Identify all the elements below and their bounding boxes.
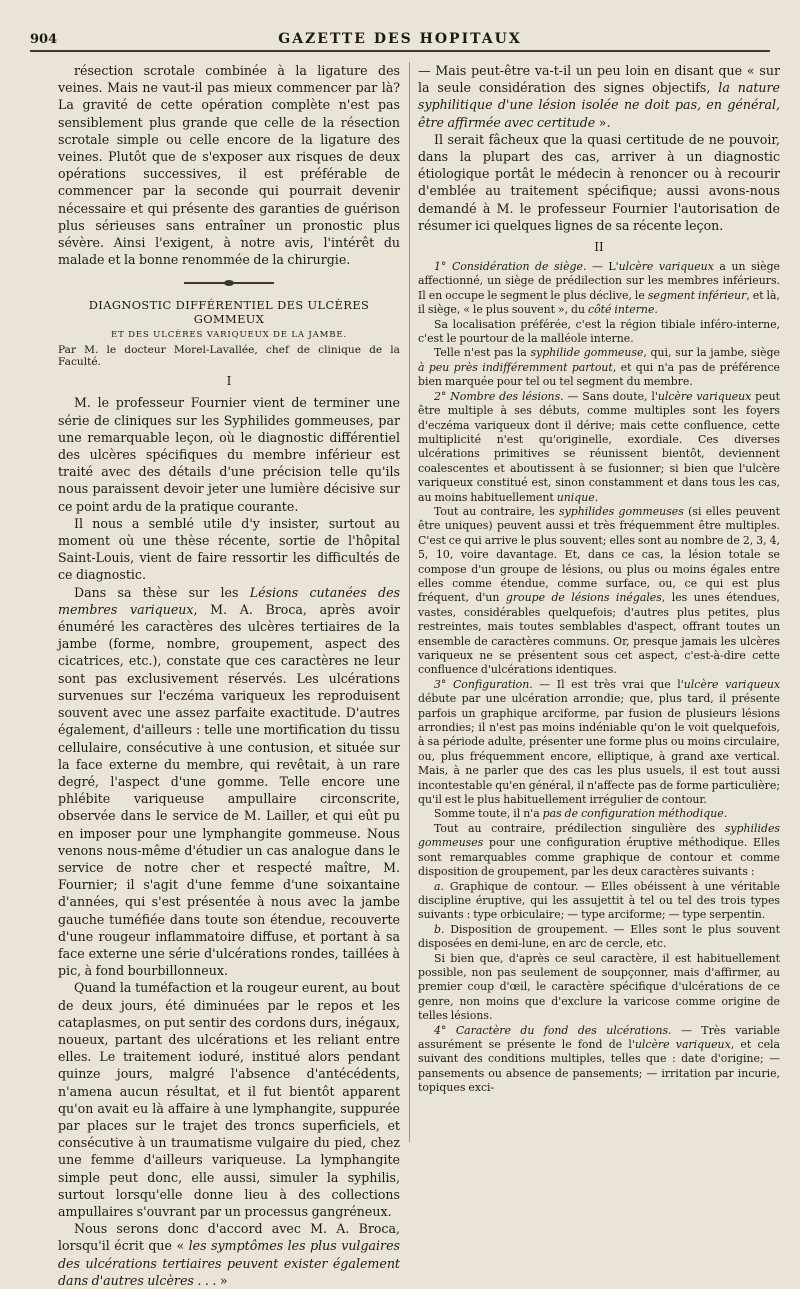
paragraph: 2° Nombre des lésions. — Sans doute, l'ulcère variqueux peut être multiple à ses débuts, comme multiples sont les foyers d'eczéma variqueux dont il dérive; mais cette confluence, cette multiplicité n'est qu'originelle, exordiale. Ces diverses ulcérations primitives se réunissent bientôt, deviennent coalescentes et aboutissent à se fusionner; si bien que l'ulcère variqueux constitué est, sinon constamment et dans tous les cas, au moins habituellement unique. bbox=[418, 389, 780, 504]
left-column bbox=[58, 62, 400, 1288]
paragraph: Sa localisation préférée, c'est la région tibiale inféro-interne, c'est le pourtour de la malléole interne. bbox=[418, 317, 780, 346]
paragraph: Dans sa thèse sur les Lésions cutanées des membres variqueux, M. A. Broca, après avoir énuméré les caractères des ulcères tertiaires de la jambe (forme, nombre, groupement, aspect des cicatrices, etc.), constate que ces caractères ne leur sont pas exclusivement réservés. Les ulcérations survenues sur l'eczéma variqueux les reproduisent souvent avec une assez parfaite exactitude. D'autres également, d'ailleurs : telle une mortification du tissu cellulaire, consécutive à une contusion, et située sur la face externe du membre, qui revêtait, à un rare degré, l'aspect d'une gomme. Telle encore une phlébite variqueuse ampullaire circonscrite, observée dans le service de M. Lailler, et qui eût pu en imposer pour une lymphangite gommeuse. Nous venons nous-même d'étudier un cas analogue dans le service de notre cher et respecté maître, M. Fournier; il s'agit d'une femme d'une soixantaine d'années, qui s'est présentée à nous avec la jambe gauche tuméfiée dans toute son étendue, recouverte d'une rougeur inflammatoire diffuse, et portant à sa face externe une série d'ulcérations rondes, taillées à pic, à fond bourbillonneux. bbox=[58, 584, 400, 979]
paragraph: Tout au contraire, les syphilides gommeuses (si elles peuvent être uniques) peuvent aussi et très fréquemment être multiples. C'est ce qui arrive le plus souvent; elles sont au nombre de 2, 3, 4, 5, 10, voire davantage. Et, dans ce cas, la lésion totale se compose d'un groupe de lésions, ou plus ou moins égales entre elles comme étendue, comme surface, ou, ce qui est plus fréquent, d'un groupe de lésions inégales, les unes étendues, vastes, considérables quelquefois; d'autres plus petites, plus restreintes, mais toutes semblables d'aspect, offrant toutes un ensemble de caractères communs. Or, presque jamais les ulcères variqueux ne se présentent sous cet aspect, c'est-à-dire cette confluence d'ulcérations identiques. bbox=[418, 504, 780, 677]
paragraph: Quand la tuméfaction et la rougeur eurent, au bout de deux jours, été diminuées par le repos et les cataplasmes, on put sentir des cordons durs, inégaux, noueux, partant des ulcérations et les reliant entre elles. Le traitement ioduré, institué alors pendant quinze jours, malgré l'absence d'antécédents, n'amena aucun résultat, et il fut bientôt apparent qu'on avait eu là affaire à une lymphangite, suppurée par places sur le trajet des troncs superficiels, et consécutive à un traumatisme vulgaire du pied, chez une femme d'ailleurs variqueuse. La lymphangite simple peut donc, elle aussi, simuler la syphilis, surtout lorsqu'elle donne lieu à des collections ampullaires s'ouvrant par un processus gangréneux. bbox=[58, 980, 400, 1219]
page-number: 904 bbox=[30, 32, 58, 47]
section-number: II bbox=[594, 240, 604, 255]
page-header bbox=[30, 24, 770, 52]
paragraph: Il nous a semblé utile d'y insister, surtout au moment où une thèse récente, sortie de l'hôpital Saint-Louis, vient de faire ressortir les difficultés de ce diagnostic. bbox=[58, 515, 400, 583]
paragraph: Somme toute, il n'a pas de configuration méthodique. bbox=[434, 807, 728, 821]
paragraph: 1° Considération de siège. — L'ulcère variqueux a un siège affectionné, un siège de prédilection sur les membres inférieurs. Il en occupe le segment le plus déclive, le segment inférieur, et là, il siège, « le plus souvent », du côté interne. bbox=[418, 260, 780, 317]
paragraph: b. Disposition de groupement. — Elles sont le plus souvent disposées en demi-lune, en arc de cercle, etc. bbox=[418, 922, 780, 951]
article-subtitle: ET DES ULCÈRES VARIQUEUX DE LA JAMBE. bbox=[111, 330, 347, 341]
paragraph: Nous serons donc d'accord avec M. A. Broca, lorsqu'il écrit que « les symptômes les plus vulgaires des ulcérations tertiaires peuvent exister également dans d'autres ulcères . . . » bbox=[58, 1221, 400, 1288]
section-number: I bbox=[226, 374, 232, 389]
paragraph: 3° Configuration. — Il est très vrai que l'ulcère variqueux débute par une ulcération arrondie; que, plus tard, il présente parfois un graphique arciforme, par fusion de plusieurs lésions arrondies; il n'est pas moins indéniable qu'on le voit quelquefois, à sa période adulte, présenter une forme plus ou moins circulaire, ou, plus fréquemment encore, elliptique, à grand axe vertical. Mais, à ne parler que des cas les plus usuels, il est tout aussi incontestable qu'en général, il n'affecte pas de forme particulière; qu'il est le plus habituellement irrégulier de contour. bbox=[418, 677, 780, 807]
column-divider bbox=[409, 62, 410, 1142]
paragraph: Tout au contraire, prédilection singulière des syphilides gommeuses pour une configuration éruptive méthodique. Elles sont remarquables comme graphique de contour et comme disposition de groupement, par les deux caractères suivants : bbox=[418, 821, 780, 879]
article-byline: Par M. le docteur Morel-Lavallée, chef de clinique de la Faculté. bbox=[58, 344, 400, 369]
paragraph: Telle n'est pas la syphilide gommeuse, qui, sur la jambe, siège à peu près indifféremment partout, et qui n'a pas de préférence bien marquée pour tel ou tel segment du membre. bbox=[418, 346, 780, 389]
paragraph: Il serait fâcheux que la quasi certitude de ne pouvoir, dans la plupart des cas, arriver à un diagnostic étiologique portât le médecin à renoncer ou à recourir d'emblée au traitement spécifique; aussi avons-nous demandé à M. le professeur Fournier l'autorisation de résumer ici quelques lignes de sa récente leçon. bbox=[418, 131, 780, 233]
paragraph: Si bien que, d'après ce seul caractère, il est habituellement possible, non pas seulement de soupçonner, mais d'affirmer, au premier coup d'œil, le caractère spécifique d'ulcérations de ce genre, non moins que d'exclure la varicose comme origine de telles lésions. bbox=[418, 951, 780, 1023]
article-title: DIAGNOSTIC DIFFÉRENTIEL DES ULCÈRES GOMMEUX bbox=[88, 298, 370, 327]
paragraph: a. Graphique de contour. — Elles obéissent à une véritable discipline éruptive, qui les assujettit à tel ou tel des trois types suivants : type orbiculaire; — type arciforme; — type serpentin. bbox=[418, 879, 780, 922]
journal-title: GAZETTE DES HOPITAUX bbox=[278, 31, 522, 47]
paragraph: résection scrotale combinée à la ligature des veines. Mais ne vaut-il pas mieux commencer par là? La gravité de cette opération complète n'est pas sensiblement plus grande que celle de la résection scrotale simple ou celle encore de la ligature des veines. Plutôt que de s'exposer aux risques de deux opérations successives, il est préférable de commencer par la seconde qui pourrait devenir nécessaire et qui présente des garanties de guérison plus sérieuses sans entraîner un pronostic plus sévère. Ainsi l'exigent, à notre avis, l'intérêt du malade et la bonne renommée de la chirurgie. bbox=[58, 63, 400, 268]
right-column bbox=[418, 62, 780, 1152]
paragraph: 4° Caractère du fond des ulcérations. — Très variable assurément se présente le fond de l'ulcère variqueux, et cela suivant des conditions multiples, telles que : date d'origine; — pansements ou absence de pansements; — irritation par incurie, topiques exci- bbox=[418, 1023, 780, 1095]
paragraph: — Mais peut-être va-t-il un peu loin en disant que « sur la seule considération des signes objectifs, la nature syphilitique d'une lésion isolée ne doit pas, en général, être affirmée avec certitude ». bbox=[418, 63, 780, 130]
paragraph: M. le professeur Fournier vient de terminer une série de cliniques sur les Syphilides gommeuses, par une remarquable leçon, où le diagnostic différentiel des ulcères spécifiques du membre inférieur est traité avec des détails d'une précision telle qu'ils nous paraissent devoir jeter une lumière décisive sur ce point ardu de la pratique courante. bbox=[58, 395, 400, 514]
section-ornament bbox=[184, 280, 274, 286]
